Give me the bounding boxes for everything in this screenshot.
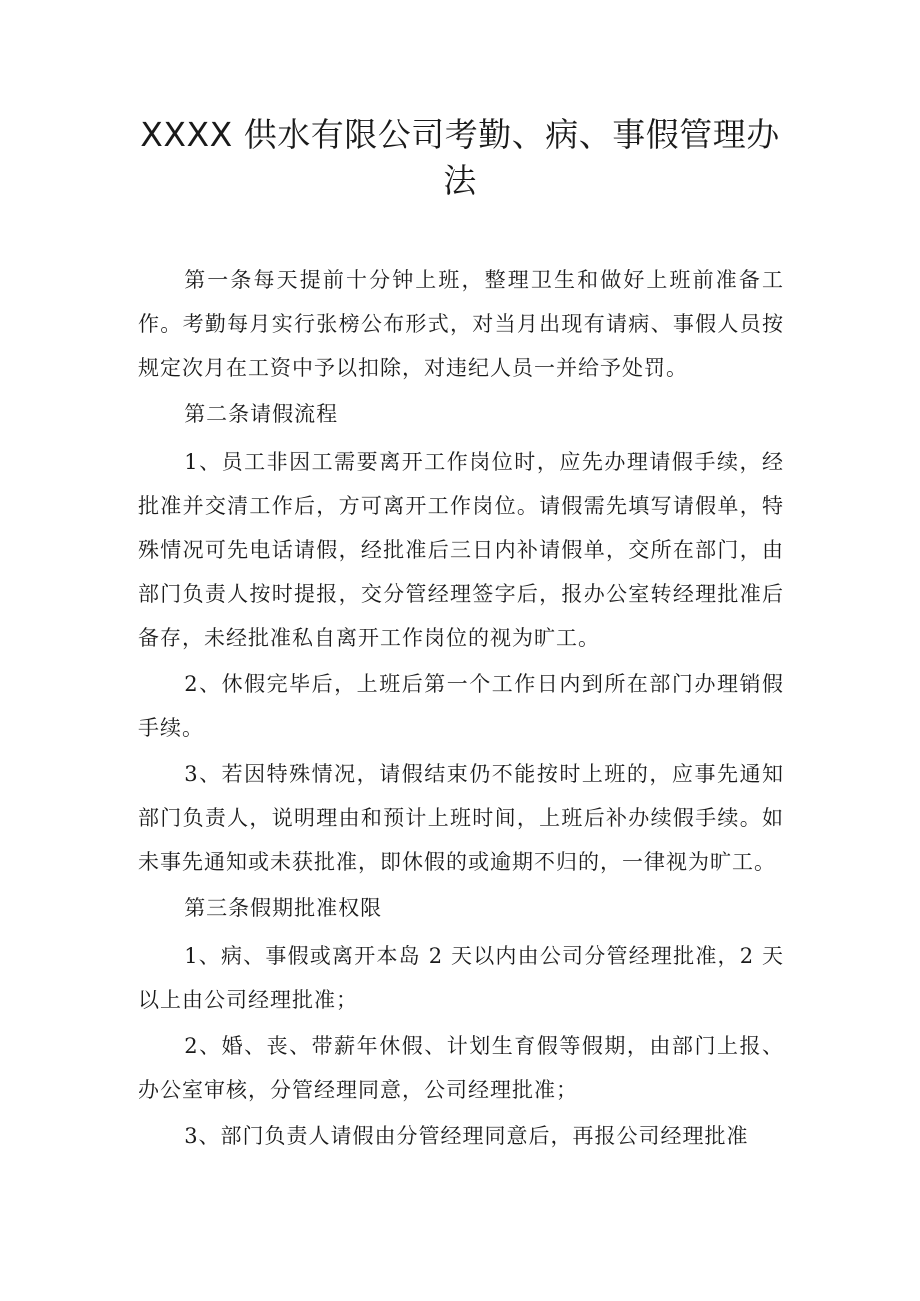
- article-3-item-2: 2、婚、丧、带薪年休假、计划生育假等假期，由部门上报、办公室审核，分管经理同意，公司经理批准；: [138, 1034, 784, 1102]
- document-body: [138, 258, 784, 1160]
- article-1-paragraph: 第一条每天提前十分钟上班，整理卫生和做好上班前准备工作。考勤每月实行张榜公布形式，对当月出现有请病、事假人员按规定次月在工资中予以扣除，对违纪人员一并给予处罚。: [138, 268, 784, 380]
- title-line-2: 法: [443, 161, 477, 200]
- document-title: [120, 112, 800, 204]
- article-2-item-3: 3、若因特殊情况，请假结束仍不能按时上班的，应事先通知部门负责人，说明理由和预计上班时间，上班后补办续假手续。如未事先通知或未获批准，即休假的或逾期不归的，一律视为旷工。: [138, 762, 784, 874]
- article-2-item-2: 2、休假完毕后，上班后第一个工作日内到所在部门办理销假手续。: [138, 672, 784, 740]
- title-line-1: XXXX 供水有限公司考勤、病、事假管理办: [140, 115, 780, 154]
- article-2-heading: 第二条请假流程: [184, 402, 339, 426]
- article-3-item-3: 3、部门负责人请假由分管经理同意后，再报公司经理批准: [184, 1124, 749, 1148]
- article-2-item-1: 1、员工非因工需要离开工作岗位时，应先办理请假手续，经批准并交清工作后，方可离开工作岗位。请假需先填写请假单，特殊情况可先电话请假，经批准后三日内补请假单，交所在部门，由部门负责人按时提报，交分管经理签字后，报办公室转经理批准后备存，未经批准私自离开工作岗位的视为旷工。: [138, 450, 784, 650]
- article-3-heading: 第三条假期批准权限: [184, 896, 383, 920]
- article-3-item-1: 1、病、事假或离开本岛 2 天以内由公司分管经理批准，2 天以上由公司经理批准；: [138, 944, 784, 1012]
